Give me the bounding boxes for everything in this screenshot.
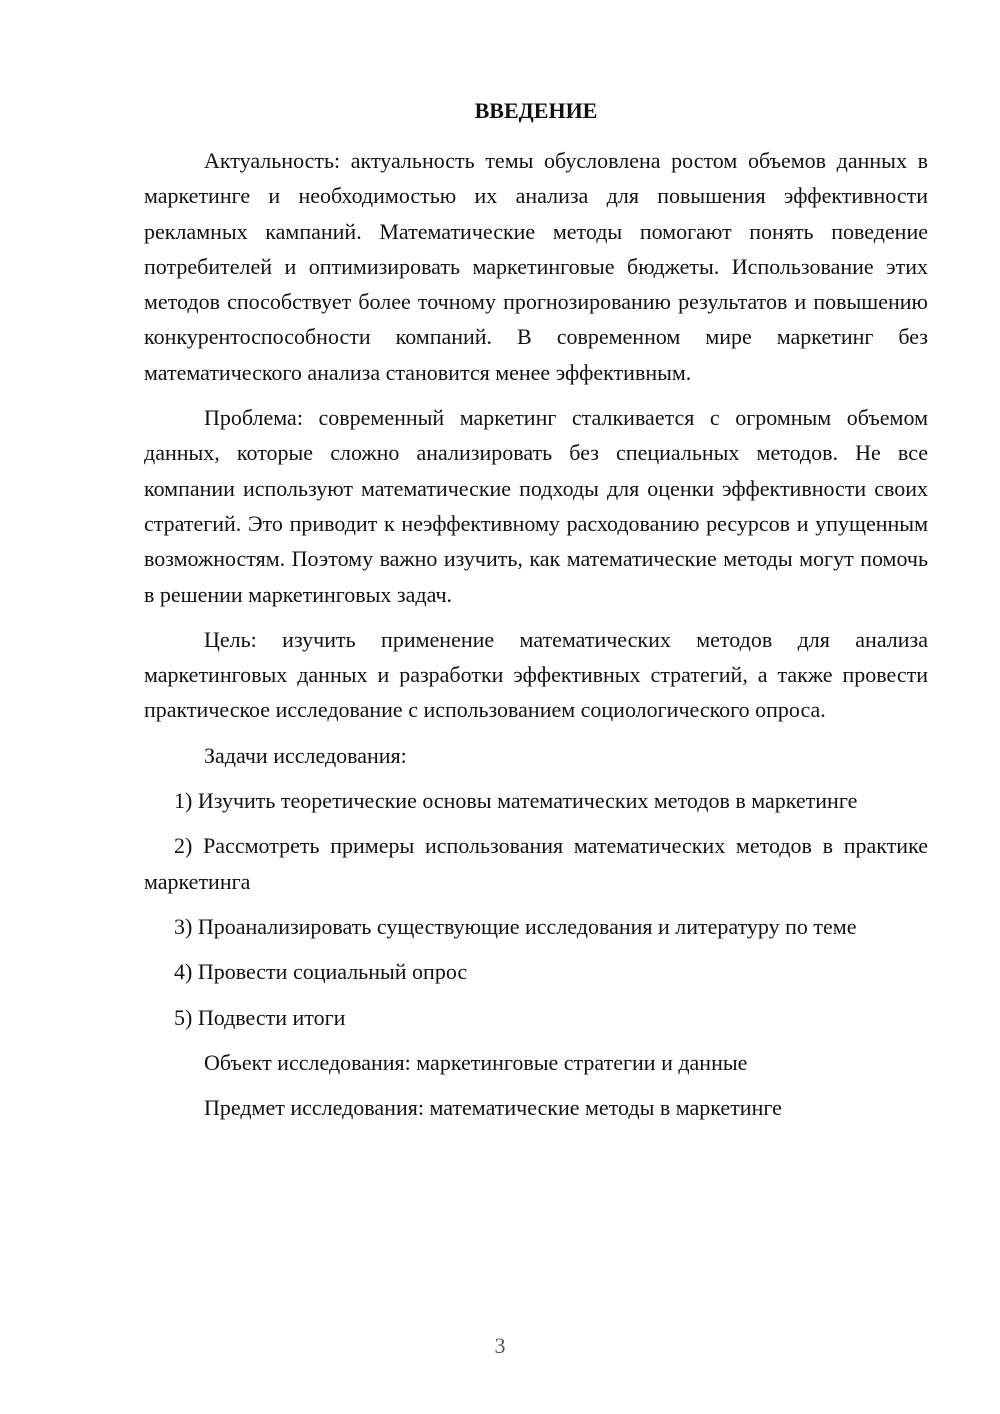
task-item-3: 3) Проанализировать существующие исследования и литературу по теме	[174, 913, 857, 939]
problem-paragraph: Проблема: современный маркетинг сталкивается с огромным объемом данных, которые сложно анализировать без специальных методов. Не все компании используют математические подходы для оценки эффективности своих стратегий. Это приводит к неэффективному расходованию ресурсов и упущенным возможностям. Поэтому важно изучить, как математические методы могут помочь в решении маркетинговых задач.	[144, 405, 928, 607]
relevance-paragraph: Актуальность: актуальность темы обусловлена ростом объемов данных в маркетинге и необходимостью их анализа для повышения эффективности рекламных кампаний. Математические методы помогают понять поведение потребителей и оптимизировать маркетинговые бюджеты. Использование этих методов способствует более точному прогнозированию результатов и повышению конкурентоспособности компаний. В современном мире маркетинг без математического анализа становится менее эффективным.	[144, 148, 928, 385]
tasks-heading: Задачи исследования:	[204, 742, 407, 768]
research-subject: Предмет исследования: математические методы в маркетинге	[204, 1095, 782, 1121]
task-item-2: 2) Рассмотреть примеры использования математических методов в практике маркетинга	[144, 833, 928, 894]
task-item-4: 4) Провести социальный опрос	[174, 959, 468, 985]
document-page	[144, 95, 928, 1135]
page-number: 3	[494, 1333, 506, 1358]
page-title: ВВЕДЕНИЕ	[474, 98, 598, 123]
research-object: Объект исследования: маркетинговые стратегии и данные	[204, 1049, 748, 1075]
task-item-1: 1) Изучить теоретические основы математических методов в маркетинге	[174, 788, 858, 814]
task-item-5: 5) Подвести итоги	[174, 1004, 346, 1030]
goal-paragraph: Цель: изучить применение математических методов для анализа маркетинговых данных и разработки эффективных стратегий, а также провести практическое исследование с использованием социологического опроса.	[144, 626, 928, 723]
